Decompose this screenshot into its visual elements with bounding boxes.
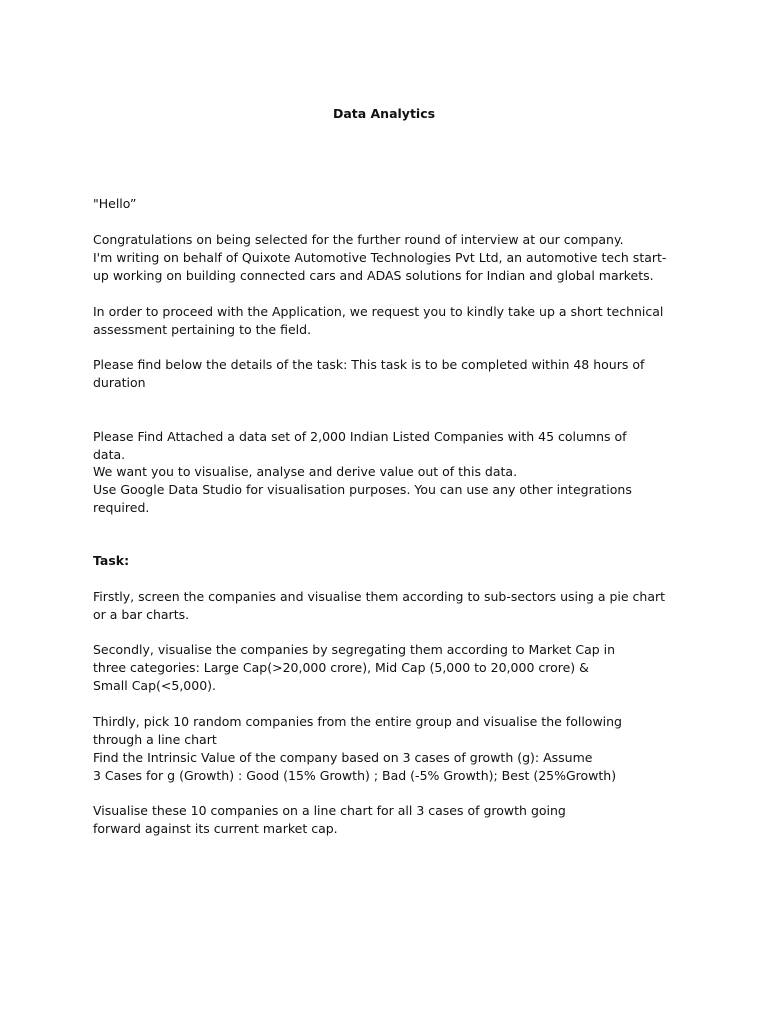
dataset-line-5: required.: [93, 500, 150, 515]
task-second-line-2: three categories: Large Cap(>20,000 crore), Mid Cap (5,000 to 20,000 crore) &: [93, 660, 589, 675]
task-third-line-2: through a line chart: [93, 732, 217, 747]
application-line-1: In order to proceed with the Application, we request you to kindly take up a short technical: [93, 304, 664, 319]
intro-line-3: up working on building connected cars and ADAS solutions for Indian and global markets.: [93, 268, 654, 283]
application-line-2: assessment pertaining to the field.: [93, 322, 312, 337]
task-third-line-1: Thirdly, pick 10 random companies from the entire group and visualise the following: [93, 714, 622, 729]
task-first-line-1: Firstly, screen the companies and visualise them according to sub-sectors using a pie chart: [93, 589, 666, 604]
task-fourth-line-1: Visualise these 10 companies on a line chart for all 3 cases of growth going: [93, 803, 566, 818]
task-first-line-2: or a bar charts.: [93, 607, 190, 622]
task-third-line-4: 3 Cases for g (Growth) : Good (15% Growth) ; Bad (-5% Growth); Best (25%Growth): [93, 768, 617, 783]
intro-line-2: I'm writing on behalf of Quixote Automotive Technologies Pvt Ltd, an automotive tech start-: [93, 250, 667, 265]
dataset-line-1: Please Find Attached a data set of 2,000 Indian Listed Companies with 45 columns of: [93, 429, 627, 444]
task-third-line-3: Find the Intrinsic Value of the company based on 3 cases of growth (g): Assume: [93, 750, 593, 765]
document-title: Data Analytics: [332, 106, 436, 121]
details-line-2: duration: [93, 375, 146, 390]
task-fourth-line-2: forward against its current market cap.: [93, 821, 338, 836]
dataset-line-4: Use Google Data Studio for visualisation purposes. You can use any other integrations: [93, 482, 632, 497]
task-second-line-3: Small Cap(<5,000).: [93, 678, 216, 693]
dataset-line-2: data.: [93, 447, 126, 462]
intro-line-1: Congratulations on being selected for the further round of interview at our company.: [93, 232, 624, 247]
greeting-text: "Hello”: [93, 196, 137, 211]
task-second-line-1: Secondly, visualise the companies by segregating them according to Market Cap in: [93, 642, 616, 657]
dataset-line-3: We want you to visualise, analyse and derive value out of this data.: [93, 464, 518, 479]
details-line-1: Please find below the details of the task: This task is to be completed within 48 hours of: [93, 357, 645, 372]
task-heading: Task:: [93, 553, 130, 568]
